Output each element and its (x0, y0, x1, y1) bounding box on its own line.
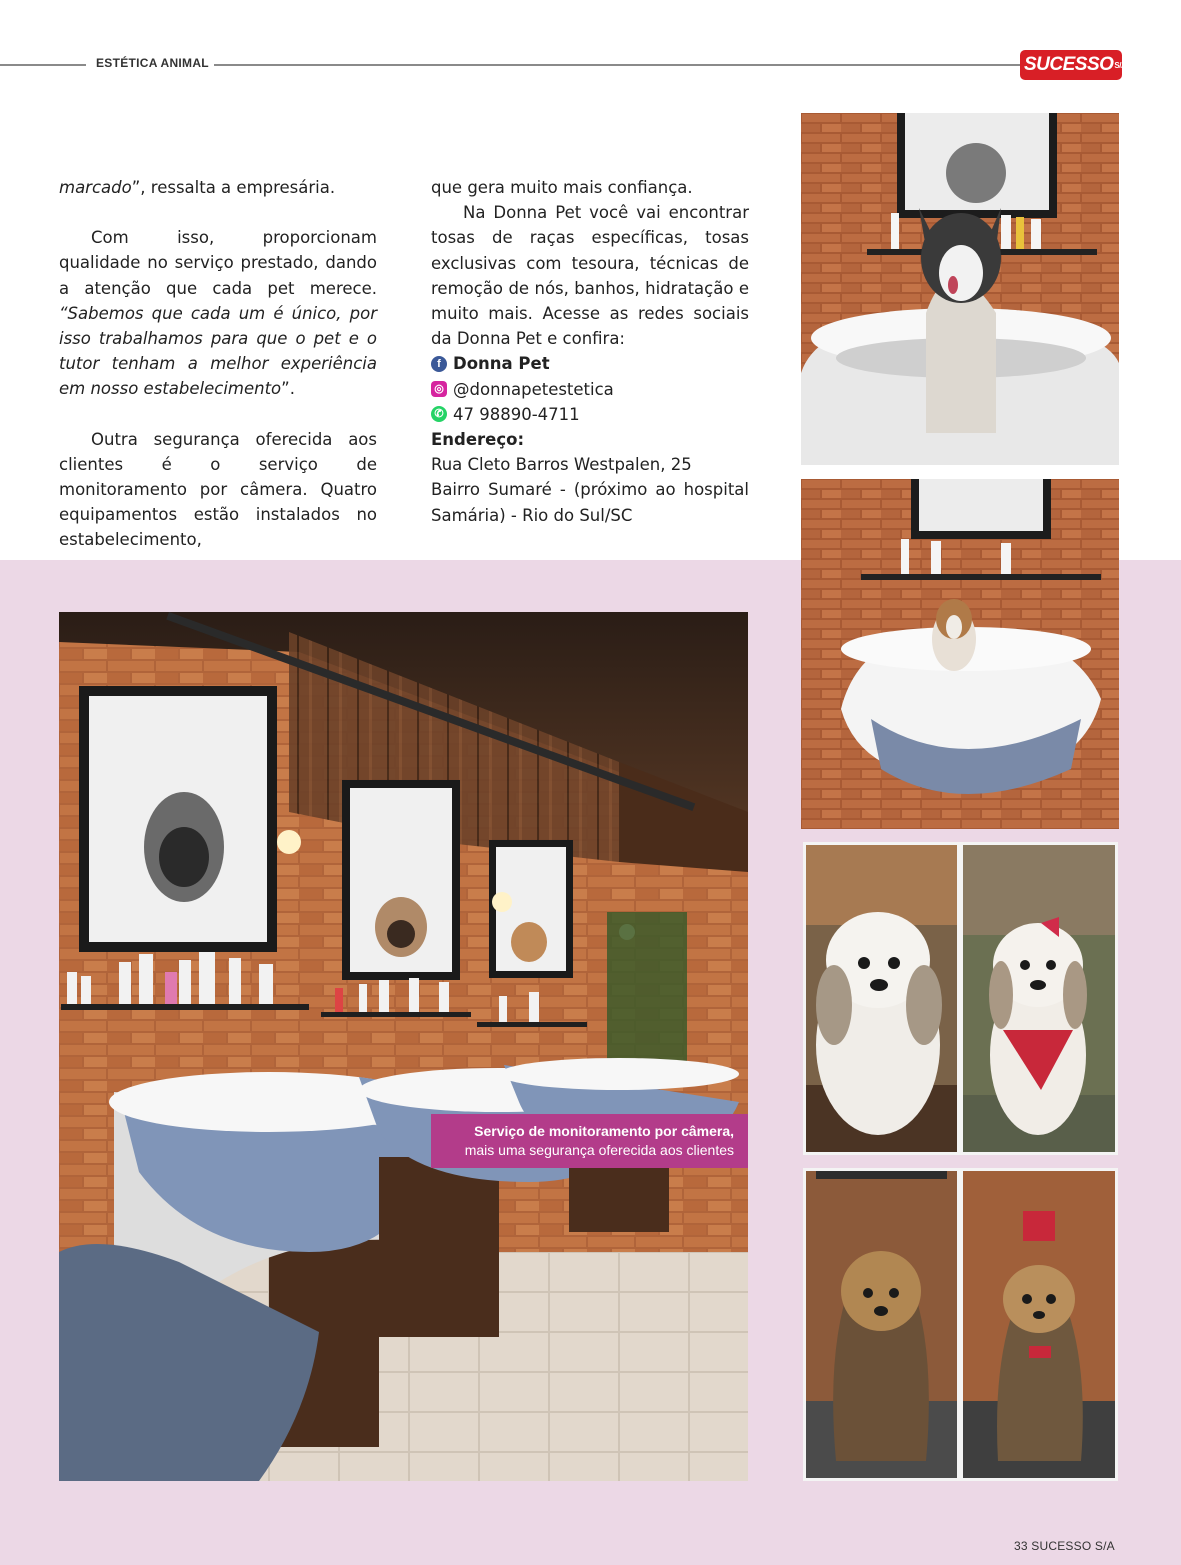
paragraph: marcado”, ressalta a empresária. (59, 178, 336, 197)
brand-logo: SUCESSOS/A (1020, 50, 1122, 80)
whatsapp-icon: ✆ (431, 406, 447, 422)
photo-caption: Serviço de monitoramento por câmera, mais uma segurança oferecida aos clientes (431, 1114, 748, 1168)
paragraph: Com isso, proporcionam qualidade no serviço prestado, dando a atenção que cada pet merece. “Sabemos que cada um é único, por isso trabalhamos para que o pet e o tutor tenham a melhor experiência em nosso estabelecimento”. (59, 228, 377, 399)
facebook-icon: f (431, 356, 447, 372)
beagle-bath-photo (801, 479, 1119, 829)
paragraph: que gera muito mais confiança. (431, 178, 693, 197)
address-line: Bairro Sumaré - (próximo ao hospital Samária) - Rio do Sul/SC (431, 480, 749, 525)
whatsapp-link[interactable]: ✆ 47 98890-4711 (431, 402, 749, 427)
address-line: Rua Cleto Barros Westpalen, 25 (431, 455, 692, 475)
yorkshire-after-photo (960, 1168, 1118, 1481)
page-folio: 33 SUCESSO S/A (1014, 1539, 1115, 1553)
yorkshire-before-photo (803, 1168, 960, 1481)
section-label: ESTÉTICA ANIMAL (96, 56, 209, 70)
header-rule-right (214, 64, 1020, 66)
paragraph: Na Donna Pet você vai encontrar tosas de raças específicas, tosas exclusivas com tesoura, técnicas de remoção de nós, banhos, hidratação e muito mais. Acesse as redes sociais da Donna Pet e confira: (431, 203, 749, 349)
shih-tzu-before-photo (803, 842, 960, 1155)
article-column-2 (431, 175, 749, 528)
article-column-1 (59, 175, 377, 553)
salon-bathtubs-photo (59, 612, 748, 1481)
facebook-link[interactable]: f Donna Pet (431, 351, 749, 376)
instagram-icon: ◎ (431, 381, 447, 397)
header-rule-left (0, 64, 86, 66)
instagram-link[interactable]: ◎ @donnapetestetica (431, 377, 749, 402)
paragraph: Outra segurança oferecida aos clientes é o serviço de monitoramento por câmera. Quatro equipamentos estão instalados no estabelecimento, (59, 429, 377, 550)
husky-bath-photo (801, 113, 1119, 465)
shih-tzu-after-photo (960, 842, 1118, 1155)
address-label: Endereço: (431, 429, 525, 449)
